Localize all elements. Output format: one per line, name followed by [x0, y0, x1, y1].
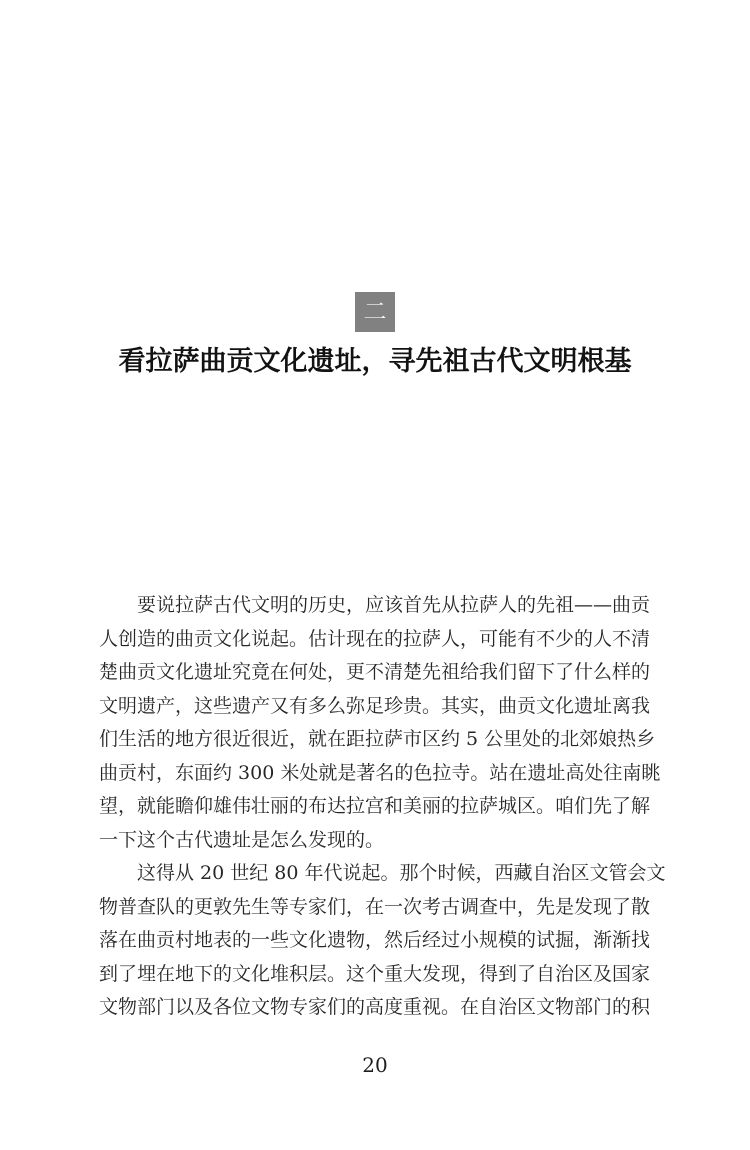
chapter-title: 看拉萨曲贡文化遗址，寻先祖古代文明根基 [118, 346, 632, 377]
body-text-line: 一下这个古代遗址是怎么发现的。 [99, 828, 385, 851]
body-text-line: 要说拉萨古代文明的历史，应该首先从拉萨人的先祖——曲贡 [99, 594, 651, 616]
body-text-line: 这得从 20 世纪 80 年代说起。那个时候，西藏自治区文管会文 [99, 862, 666, 884]
body-text-line: 文物部门以及各位文物专家们的高度重视。在自治区文物部门的积 [99, 996, 651, 1018]
body-text [99, 589, 666, 1025]
body-text-line: 楚曲贡文化遗址究竟在何处，更不清楚先祖给我们留下了什么样的 [99, 661, 651, 683]
chapter-number-box [355, 292, 395, 332]
body-text-line: 曲贡村，东面约 300 米处就是著名的色拉寺。站在遗址高处往南眺 [99, 761, 661, 784]
page-number: 20 [362, 1053, 388, 1077]
body-text-line: 文明遗产，这些遗产又有多么弥足珍贵。其实，曲贡文化遗址离我 [99, 694, 651, 717]
body-text-line: 人创造的曲贡文化说起。估计现在的拉萨人，可能有不少的人不清 [99, 627, 651, 650]
body-text-line: 物普查队的更敦先生等专家们，在一次考古调查中，先是发现了散 [99, 895, 651, 918]
body-text-line: 们生活的地方很近很近，就在距拉萨市区约 5 公里处的北郊娘热乡 [99, 728, 656, 750]
body-text-line: 落在曲贡村地表的一些文化遗物，然后经过小规模的试掘，渐渐找 [99, 929, 651, 951]
body-text-line: 望，就能瞻仰雄伟壮丽的布达拉宫和美丽的拉萨城区。咱们先了解 [99, 795, 651, 817]
body-text-line: 到了埋在地下的文化堆积层。这个重大发现，得到了自治区及国家 [99, 962, 651, 985]
chapter-number: 二 [363, 298, 387, 325]
